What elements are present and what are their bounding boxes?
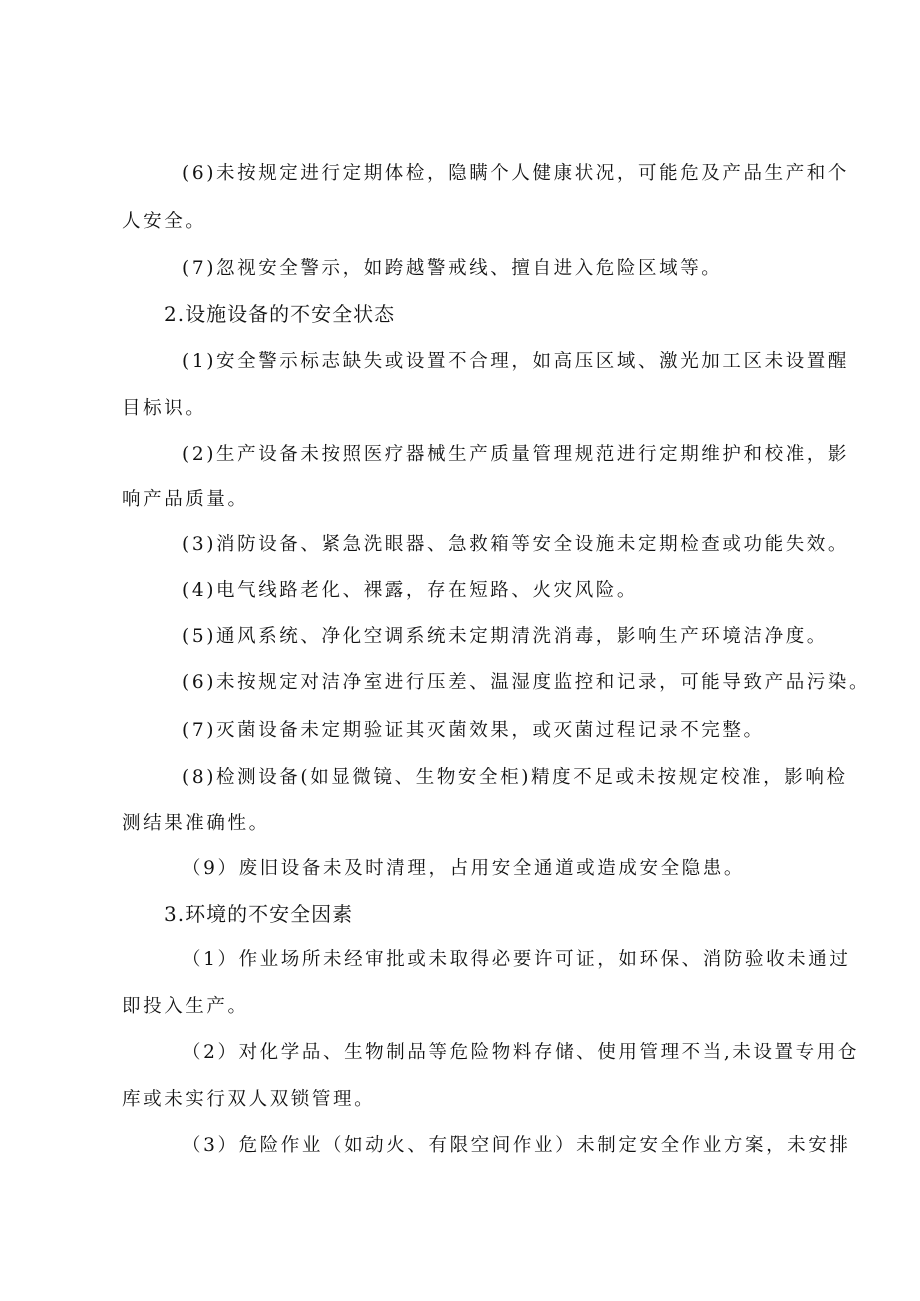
paragraph-line: (5)通风系统、净化空调系统未定期清洗消毒，影响生产环境洁净度。 — [182, 626, 828, 647]
paragraph-line: (7)忽视安全警示，如跨越警戒线、擅自进入危险区域等。 — [182, 258, 723, 279]
paragraph-line: (3)消防设备、紧急洗眼器、急救箱等安全设施未定期检查或功能失效。 — [182, 534, 850, 555]
paragraph-line: (1)安全警示标志缺失或设置不合理，如高压区域、激光加工区未设置醒 — [182, 351, 850, 372]
section-heading: 3.环境的不安全因素 — [164, 902, 354, 926]
paragraph-line: (2)生产设备未按照医疗器械生产质量管理规范进行定期维护和校准，影 — [182, 444, 850, 465]
paragraph-line: （1）作业场所未经审批或未取得必要许可证，如环保、消防验收未通过 — [182, 949, 851, 970]
paragraph-line: （2）对化学品、生物制品等危险物料存储、使用管理不当,未设置专用仓 — [182, 1042, 859, 1063]
paragraph-line: (4)电气线路老化、裸露，存在短路、火灾风险。 — [182, 580, 639, 601]
paragraph-line: (6)未按规定对洁净室进行压差、温湿度监控和记录，可能导致产品污染。 — [182, 672, 871, 693]
paragraph-line: 人安全。 — [122, 211, 207, 232]
paragraph-line: (7)灭菌设备未定期验证其灭菌效果，或灭菌过程记录不完整。 — [182, 720, 765, 741]
paragraph-line: 即投入生产。 — [122, 996, 249, 1017]
paragraph-line: (8)检测设备(如显微镜、生物安全柜)精度不足或未按规定校准，影响检 — [182, 767, 848, 788]
paragraph-line: 响产品质量。 — [122, 489, 249, 510]
paragraph-line: 目标识。 — [122, 398, 207, 419]
paragraph-line: 库或未实行双人双锁管理。 — [122, 1089, 376, 1110]
section-heading: 2.设施设备的不安全状态 — [164, 302, 396, 326]
paragraph-line: 测结果准确性。 — [122, 813, 270, 834]
paragraph-line: （3）危险作业（如动火、有限空间作业）未制定安全作业方案，未安排 — [182, 1135, 851, 1156]
paragraph-line: (6)未按规定进行定期体检，隐瞒个人健康状况，可能危及产品生产和个 — [182, 163, 850, 184]
paragraph-line: （9）废旧设备未及时清理，占用安全通道或造成安全隐患。 — [182, 858, 745, 879]
